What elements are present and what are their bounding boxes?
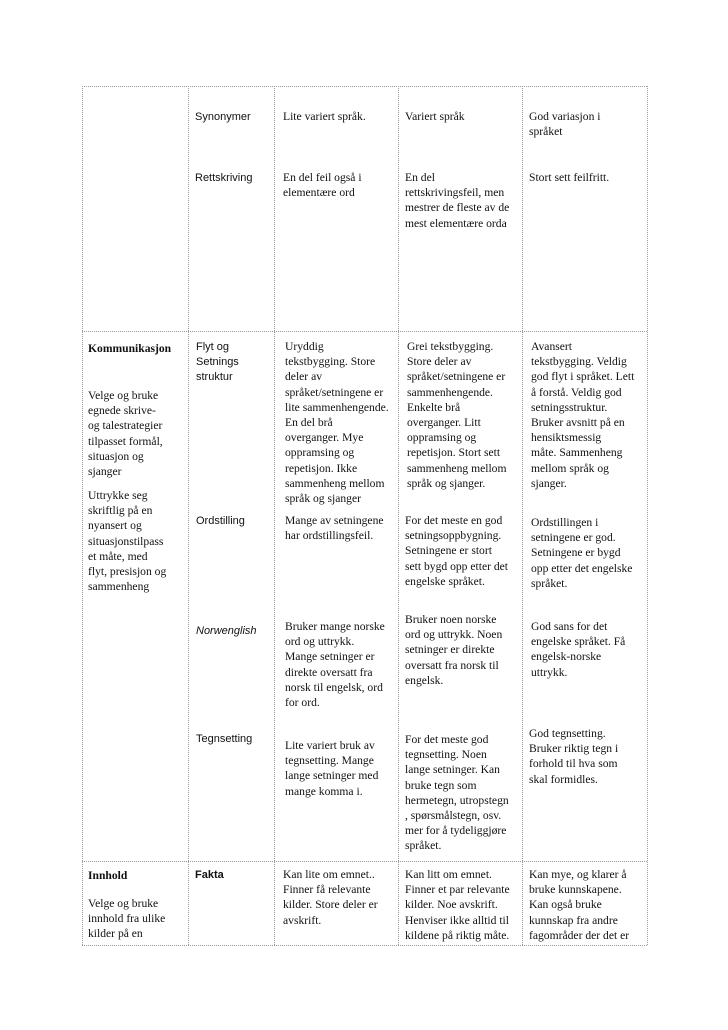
tegnsetting-mid: For det meste god tegnsetting. Noen lange setninger. Kan bruke tegn som hermetegn, utropstegn , spørsmålstegn, osv. mer for å tydeliggjøre språket. — [405, 733, 509, 853]
fakta-mid: Kan litt om emnet. Finner et par relevante kilder. Noe avskrift. Henviser ikke alltid til kildene på riktig måte. — [405, 868, 510, 942]
category-desc-kommunikasjon-2: Uttrykke seg skriftlig på en nyansert og situasjonstilpass et måte, med flyt, presisjon og sammenheng — [88, 489, 167, 594]
column-divider — [522, 86, 523, 945]
norwenglish-mid: Bruker noen norske ord og uttrykk. Noen setninger er direkte oversatt fra norsk til engelsk. — [405, 613, 503, 687]
criterion-norwenglish: Norwenglish — [196, 625, 257, 637]
norwenglish-high: God sans for det engelske språket. Få engelsk-norske uttrykk. — [531, 620, 626, 679]
criterion-fakta: Fakta — [195, 869, 224, 881]
rettskriving-high: Stort sett feilfritt. — [529, 171, 610, 184]
rettskriving-low: En del feil også i elementære ord — [283, 171, 362, 200]
column-divider — [647, 86, 648, 945]
rettskriving-mid: En del rettskrivingsfeil, men mestrer de fleste av de mest elementære orda — [405, 171, 510, 230]
fakta-high: Kan mye, og klarer å bruke kunnskapene. Kan også bruke kunnskap fra andre fagområder der det er — [529, 868, 630, 942]
synonymer-high: God variasjon i språket — [529, 110, 601, 139]
criterion-rettskriving: Rettskriving — [195, 172, 253, 184]
category-title-innhold: Innhold — [88, 869, 128, 882]
table-border-bottom — [82, 945, 647, 946]
fakta-low: Kan lite om emnet.. Finner få relevante kilder. Store deler er avskrift. — [283, 868, 378, 927]
column-divider — [82, 86, 83, 945]
synonymer-mid: Variert språk — [405, 110, 465, 123]
column-divider — [188, 86, 189, 945]
tegnsetting-high: God tegnsetting. Bruker riktig tegn i forhold til hva som skal formidles. — [529, 727, 619, 786]
ordstilling-mid: For det meste en god setningsoppbygning. Setningene er stort sett bygd opp etter det engelske språket. — [405, 514, 509, 588]
category-desc-kommunikasjon-1: Velge og bruke egnede skrive- og talestrategier tilpasset formål, situasjon og sjanger — [88, 389, 163, 479]
category-title-kommunikasjon: Kommunikasjon — [88, 342, 172, 355]
flyt-mid: Grei tekstbygging. Store deler av språket/setningene er sammenhengende. Enkelte brå overganger. Litt oppramsing og repetisjon. Stort sett sammenheng mellom språk og sjanger. — [407, 340, 507, 490]
criterion-flyt-og-setningsstruktur: Flyt og Setnings struktur — [196, 341, 239, 384]
table-border-top — [82, 86, 647, 87]
flyt-low: Uryddig tekstbygging. Store deler av språket/setningene er lite sammenhengende. En del brå overganger. Mye oppramsing og repetisjon. Ikke sammenheng mellom språk og sjanger — [285, 340, 389, 506]
criterion-tegnsetting: Tegnsetting — [196, 733, 253, 745]
criterion-synonymer: Synonymer — [195, 111, 251, 123]
criterion-ordstilling: Ordstilling — [196, 515, 245, 527]
row-divider — [82, 331, 647, 332]
tegnsetting-low: Lite variert bruk av tegnsetting. Mange lange setninger med mange komma i. — [285, 739, 379, 798]
row-divider — [82, 861, 647, 862]
ordstilling-low: Mange av setningene har ordstillingsfeil. — [285, 514, 384, 543]
ordstilling-high: Ordstillingen i setningene er god. Setningene er bygd opp etter det engelske språket. — [531, 516, 633, 590]
column-divider — [398, 86, 399, 945]
category-desc-innhold: Velge og bruke innhold fra ulike kilder på en — [88, 897, 166, 941]
synonymer-low: Lite variert språk. — [283, 110, 366, 123]
flyt-high: Avansert tekstbygging. Veldig god flyt i språket. Lett å forstå. Veldig god setningsstruktur. Bruker avsnitt på en hensiktsmessig måte. Sammenheng mellom språk og sjanger. — [531, 340, 635, 490]
column-divider — [274, 86, 275, 945]
norwenglish-low: Bruker mange norske ord og uttrykk. Mange setninger er direkte oversatt fra norsk til engelsk, ord for ord. — [285, 620, 385, 710]
